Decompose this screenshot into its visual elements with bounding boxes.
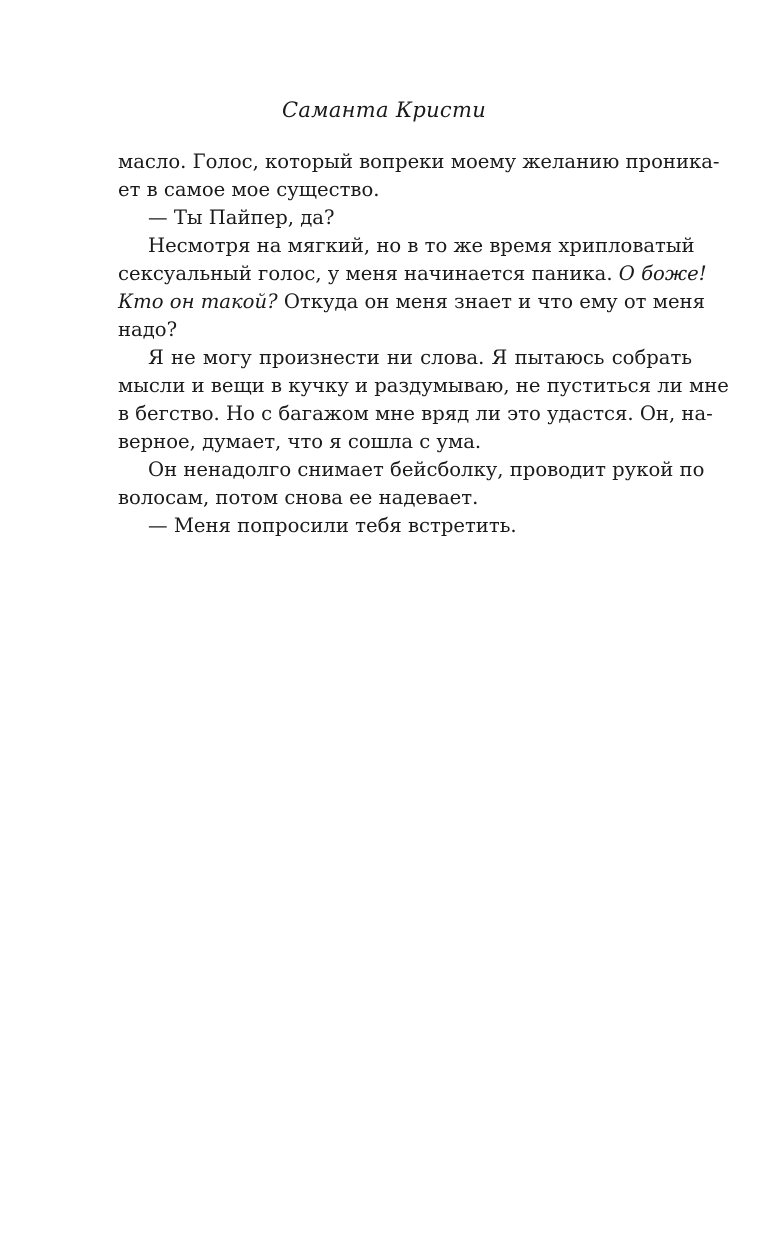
text-line: Я не могу произнести ни слова. Я пытаюсь собрать [148,346,692,369]
dialogue-line: — Меня попросили тебя встретить. [148,514,517,537]
text-line: ет в самое мое существо. [118,178,380,201]
dialogue-line: — Ты Пайпер, да? [148,206,335,229]
text-line: Несмотря на мягкий, но в то же время хрипловатый [148,234,695,257]
text-line: масло. Голос, который вопреки моему желанию проника- [118,150,720,173]
italic-fragment: Кто он такой? [118,290,278,313]
text-line: Он ненадолго снимает бейсболку, проводит рукой по [148,458,705,481]
text-fragment: сексуальный голос, у меня начинается паника. [118,262,613,285]
text-line: в бегство. Но с багажом мне вряд ли это удастся. Он, на- [118,402,713,425]
text-line: надо? [118,318,178,341]
italic-fragment: О боже! [618,262,707,285]
text-line: мысли и вещи в кучку и раздумываю, не пуститься ли мне [118,374,729,397]
text-line [118,288,705,316]
text-fragment: Откуда он меня знает и что ему от меня [283,290,705,313]
text-line [118,260,707,288]
text-line: верное, думает, что я сошла с ума. [118,430,482,453]
body-text [118,148,729,540]
running-head-author: Саманта Кристи [281,98,487,122]
text-line: волосам, потом снова ее надевает. [118,486,479,509]
